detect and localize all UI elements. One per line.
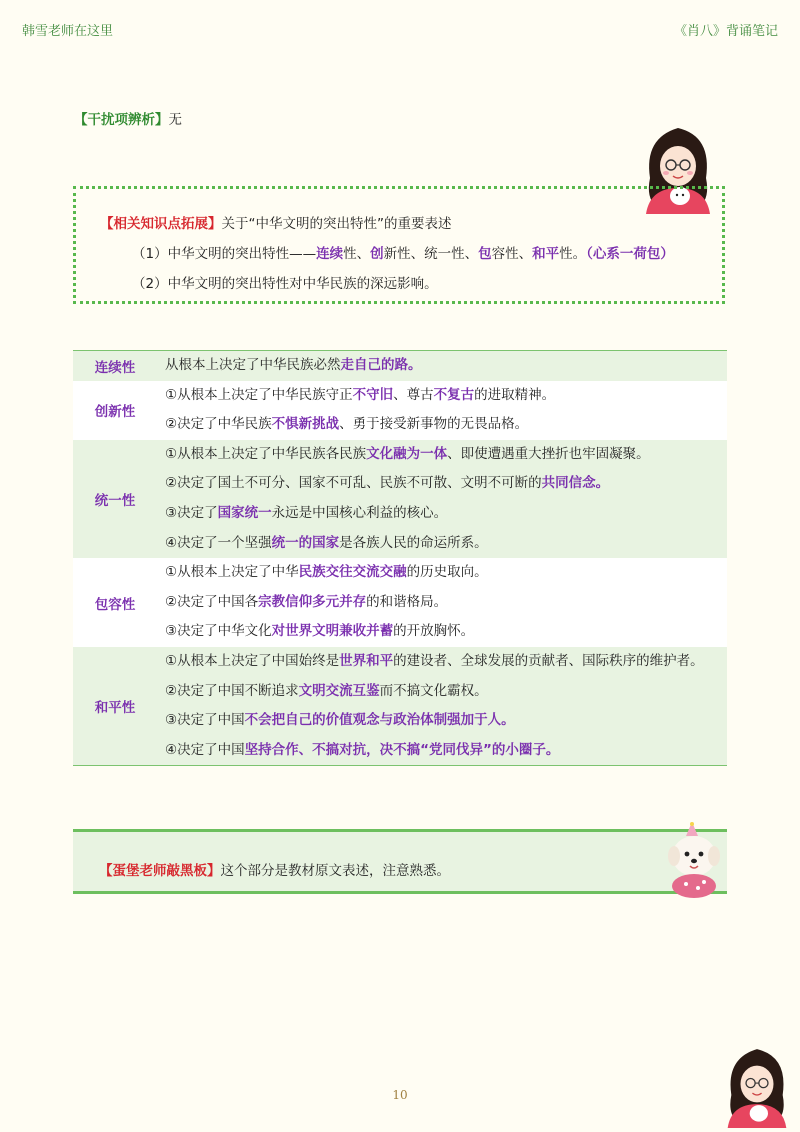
dog-avatar-icon: [662, 822, 726, 898]
trait-highlight: 不复古: [433, 386, 475, 403]
item1-highlight-1: 连续: [316, 246, 344, 262]
trait-content: [157, 558, 727, 647]
blackboard-tag: 【蛋堡老师敲黑板】: [99, 863, 221, 879]
item1-text-4: 性。: [559, 246, 587, 262]
header-right-title: 《肖八》背诵笔记: [673, 24, 778, 39]
knowledge-intro: 关于“中华文明的突出特性”的重要表述: [221, 216, 452, 232]
trait-name-unity: 统一性: [94, 492, 136, 509]
knowledge-heading: [100, 209, 698, 239]
trait-line: [165, 617, 727, 647]
trait-highlight: 坚持合作、不搞对抗，决不搞“党同伐异”的小圈子。: [244, 741, 560, 758]
interference-section: [74, 108, 182, 128]
trait-text: ③决定了: [165, 504, 218, 521]
trait-content: [157, 351, 727, 381]
trait-line: [165, 558, 727, 588]
item1-highlight-2: 创: [370, 246, 384, 262]
item1-text-1: 性、: [343, 246, 371, 262]
trait-highlight: 对世界文明兼收并蓄: [271, 623, 394, 640]
trait-text: 的和谐格局。: [366, 593, 448, 610]
item1-highlight-4: 和平: [532, 246, 560, 262]
trait-name-continuity: 连续性: [94, 359, 136, 376]
trait-text: 、尊古: [393, 386, 434, 403]
trait-text: ①从根本上决定了中国始终是: [165, 652, 340, 669]
trait-name-innovation: 创新性: [94, 404, 136, 421]
table-row: [73, 647, 727, 766]
trait-text: ②决定了中国各: [165, 593, 259, 610]
trait-line: [165, 529, 727, 559]
item1-text-3: 容性、: [491, 246, 533, 262]
trait-highlight: 不会把自己的价值观念与政治体制强加于人。: [244, 712, 515, 729]
knowledge-item-2: （2）中华文明的突出特性对中华民族的深远影响。: [132, 276, 438, 292]
trait-highlight: 文化融为一体: [366, 445, 448, 462]
trait-line: [165, 499, 727, 529]
trait-text: ③决定了中国: [165, 712, 245, 729]
knowledge-item-1: [100, 239, 698, 269]
traits-table: [73, 350, 727, 766]
trait-content: [157, 381, 727, 440]
trait-text: ④决定了一个坚强: [165, 534, 272, 551]
trait-line: [165, 440, 727, 470]
trait-highlight: 不惧新挑战: [271, 416, 340, 433]
trait-content: [157, 647, 727, 766]
trait-highlight: 宗教信仰多元并存: [258, 593, 367, 610]
trait-content: [157, 440, 727, 558]
trait-text: ①从根本上决定了中华: [165, 564, 299, 581]
trait-text: ①从根本上决定了中华民族守正: [165, 386, 353, 403]
item1-highlight-3: 包: [478, 246, 492, 262]
item1-prefix: （1）中华文明的突出特性——: [132, 246, 317, 262]
trait-name-inclusiveness: 包容性: [94, 596, 136, 613]
teacher-avatar-icon: [722, 1040, 792, 1128]
trait-highlight: 统一的国家: [271, 534, 340, 551]
trait-text: ③决定了中华文化: [165, 623, 272, 640]
trait-text: ④决定了中国: [165, 741, 245, 758]
trait-line: [165, 410, 727, 440]
trait-line: [165, 588, 727, 618]
blackboard-box: [73, 829, 727, 894]
item1-mnemonic: （心系一荷包）: [586, 246, 674, 262]
trait-highlight: 文明交流互鉴: [298, 682, 380, 699]
trait-text: 的进取精神。: [474, 386, 556, 403]
trait-line: [165, 677, 727, 707]
item1-text-2: 新性、统一性、: [383, 246, 479, 262]
trait-line: [165, 469, 727, 499]
table-row: [73, 440, 727, 558]
trait-text: ①从根本上决定了中华民族各民族: [165, 445, 367, 462]
trait-text: 、勇于接受新事物的无畏品格。: [339, 416, 529, 433]
table-row: [73, 381, 727, 440]
page-number: 10: [392, 1088, 408, 1102]
knowledge-tag: 【相关知识点拓展】: [100, 216, 222, 232]
trait-line: [165, 351, 727, 381]
header-left-title: 韩雪老师在这里: [22, 24, 114, 39]
trait-text: ②决定了中国不断追求: [165, 682, 299, 699]
interference-text: 无: [168, 112, 182, 128]
trait-text: 的开放胸怀。: [393, 623, 475, 640]
trait-highlight: 民族交往交流交融: [298, 564, 407, 581]
interference-tag: 【干扰项辨析】: [74, 112, 169, 128]
table-row: [73, 558, 727, 647]
trait-text: 而不搞文化霸权。: [379, 682, 488, 699]
trait-text: 的建设者、全球发展的贡献者、国际秩序的维护者。: [393, 652, 704, 669]
trait-highlight: 国家统一: [217, 504, 272, 521]
trait-text: 是各族人民的命运所系。: [339, 534, 488, 551]
table-row: [73, 351, 727, 381]
blackboard-text: 这个部分是教材原文表述，注意熟悉。: [220, 863, 450, 879]
trait-text: ②决定了国土不可分、国家不可乱、民族不可散、文明不可断的: [165, 475, 542, 492]
trait-text: 从根本上决定了中华民族必然: [165, 357, 341, 373]
blackboard-line: [99, 859, 450, 879]
trait-highlight: 共同信念。: [541, 475, 610, 492]
trait-text: ②决定了中华民族: [165, 416, 272, 433]
trait-text: 的历史取向。: [406, 564, 488, 581]
trait-highlight: 走自己的路。: [340, 357, 422, 373]
trait-line: [165, 381, 727, 411]
trait-text: 、即使遭遇重大挫折也牢固凝聚。: [447, 445, 650, 462]
trait-line: [165, 736, 727, 766]
trait-name-peace: 和平性: [94, 700, 136, 717]
trait-line: [165, 706, 727, 736]
trait-highlight: 世界和平: [339, 652, 394, 669]
knowledge-extension-box: [73, 186, 725, 304]
trait-line: [165, 647, 727, 677]
trait-highlight: 不守旧: [352, 386, 394, 403]
trait-text: 永远是中国核心利益的核心。: [271, 504, 448, 521]
